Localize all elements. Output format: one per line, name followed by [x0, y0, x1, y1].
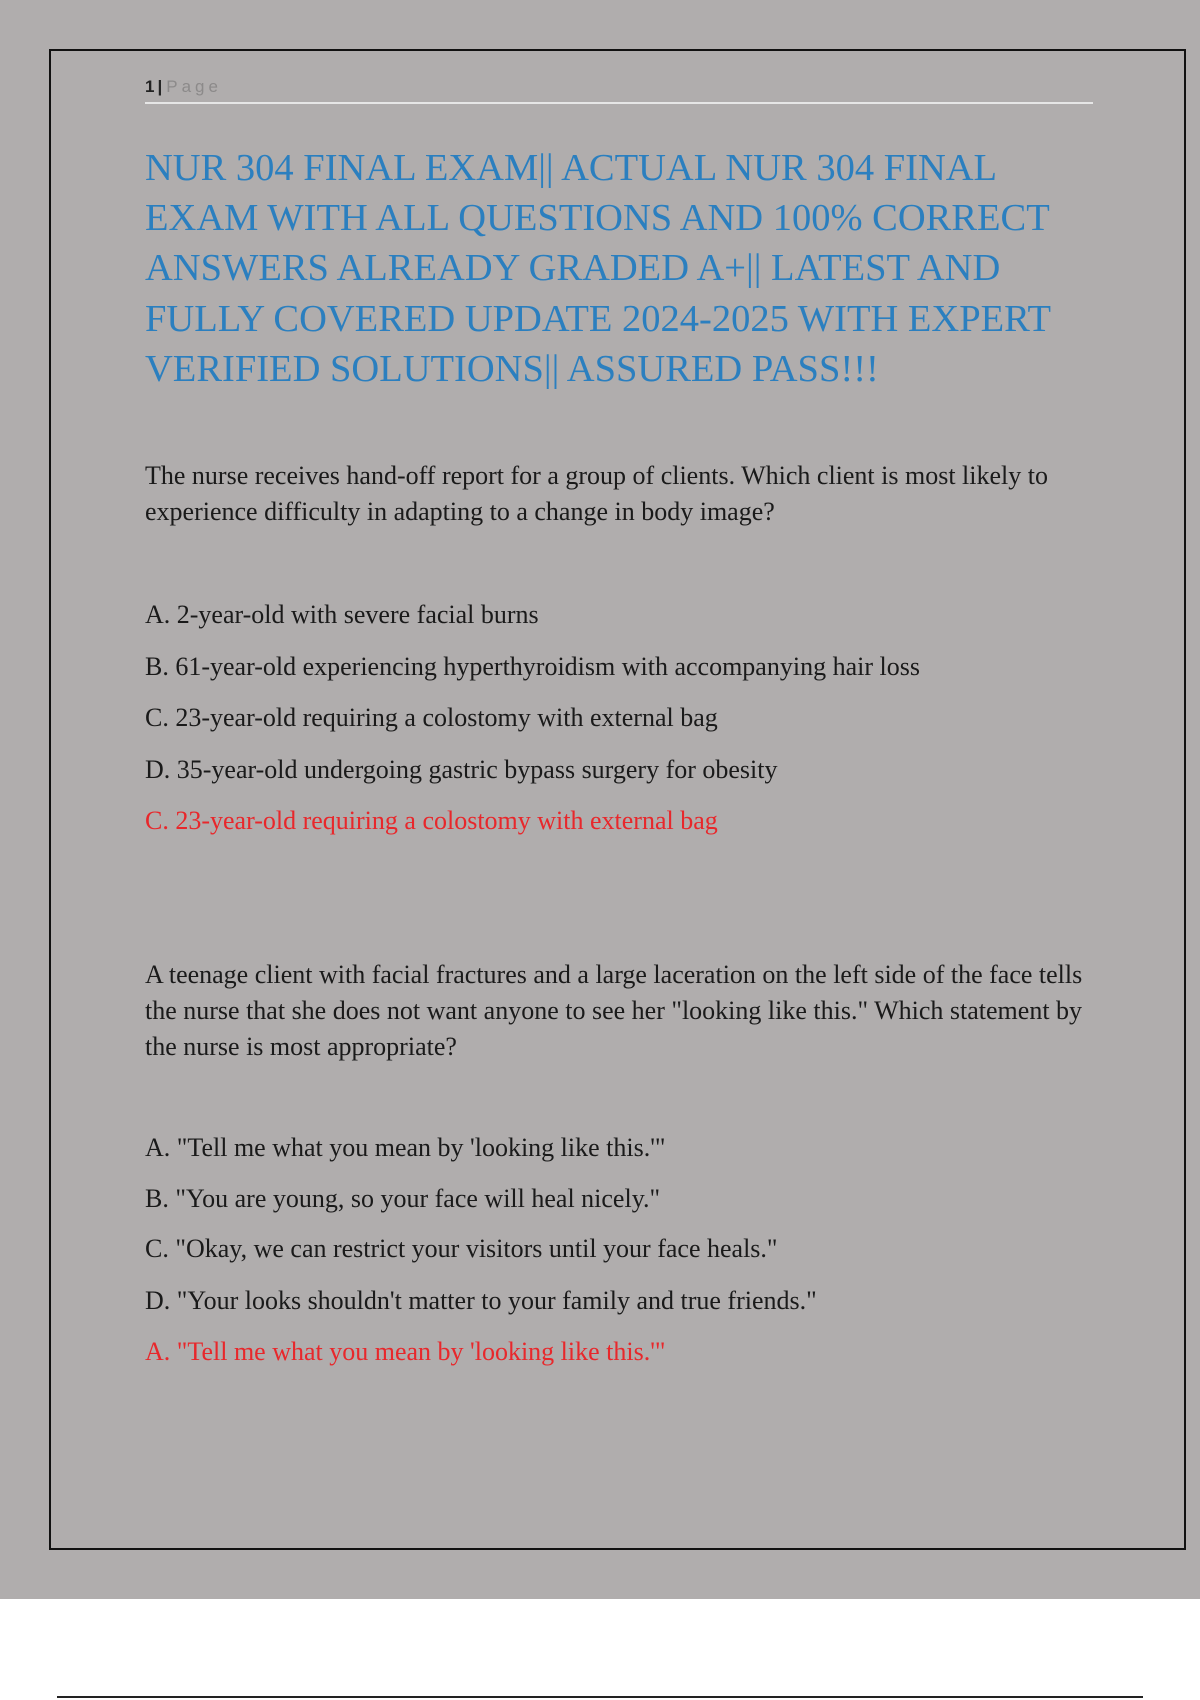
question-1-option-a: A. 2-year-old with severe facial burns [145, 600, 539, 629]
question-2-option-b: B. "You are young, so your face will heal nicely." [145, 1184, 661, 1213]
question-1-text: The nurse receives hand-off report for a group of clients. Which client is most likely to experience difficulty in adapting to a change in body image? [145, 461, 1048, 526]
page-header [145, 74, 1093, 104]
document-title: NUR 304 FINAL EXAM|| ACTUAL NUR 304 FINAL EXAM WITH ALL QUESTIONS AND 100% CORRECT ANSWERS ALREADY GRADED A+|| LATEST AND FULLY COVERED UPDATE 2024-2025 WITH EXPERT VERIFIED SOLUTIONS|| ASSURED PASS!!! [145, 147, 1051, 390]
question-1-option-d: D. 35-year-old undergoing gastric bypass surgery for obesity [145, 755, 778, 784]
question-1-option-b: B. 61-year-old experiencing hyperthyroidism with accompanying hair loss [145, 652, 920, 681]
question-2-option-c: C. "Okay, we can restrict your visitors until your face heals." [145, 1234, 778, 1263]
page-number: 1 [145, 77, 155, 96]
question-2-answer: A. "Tell me what you mean by 'looking like this.'" [145, 1337, 666, 1366]
question-2-text: A teenage client with facial fractures and a large laceration on the left side of the face tells the nurse that she does not want anyone to see her "looking like this." Which statement by the nurse is most appropriate? [145, 960, 1083, 1061]
question-1-answer: C. 23-year-old requiring a colostomy with external bag [145, 806, 718, 835]
page-separator: | [157, 77, 163, 96]
question-2-option-d: D. "Your looks shouldn't matter to your family and true friends." [145, 1286, 817, 1315]
page-divider [57, 1696, 1143, 1698]
question-1-option-c: C. 23-year-old requiring a colostomy with external bag [145, 703, 718, 732]
page-label: Page [166, 77, 222, 96]
question-2-option-a: A. "Tell me what you mean by 'looking like this.'" [145, 1133, 666, 1162]
